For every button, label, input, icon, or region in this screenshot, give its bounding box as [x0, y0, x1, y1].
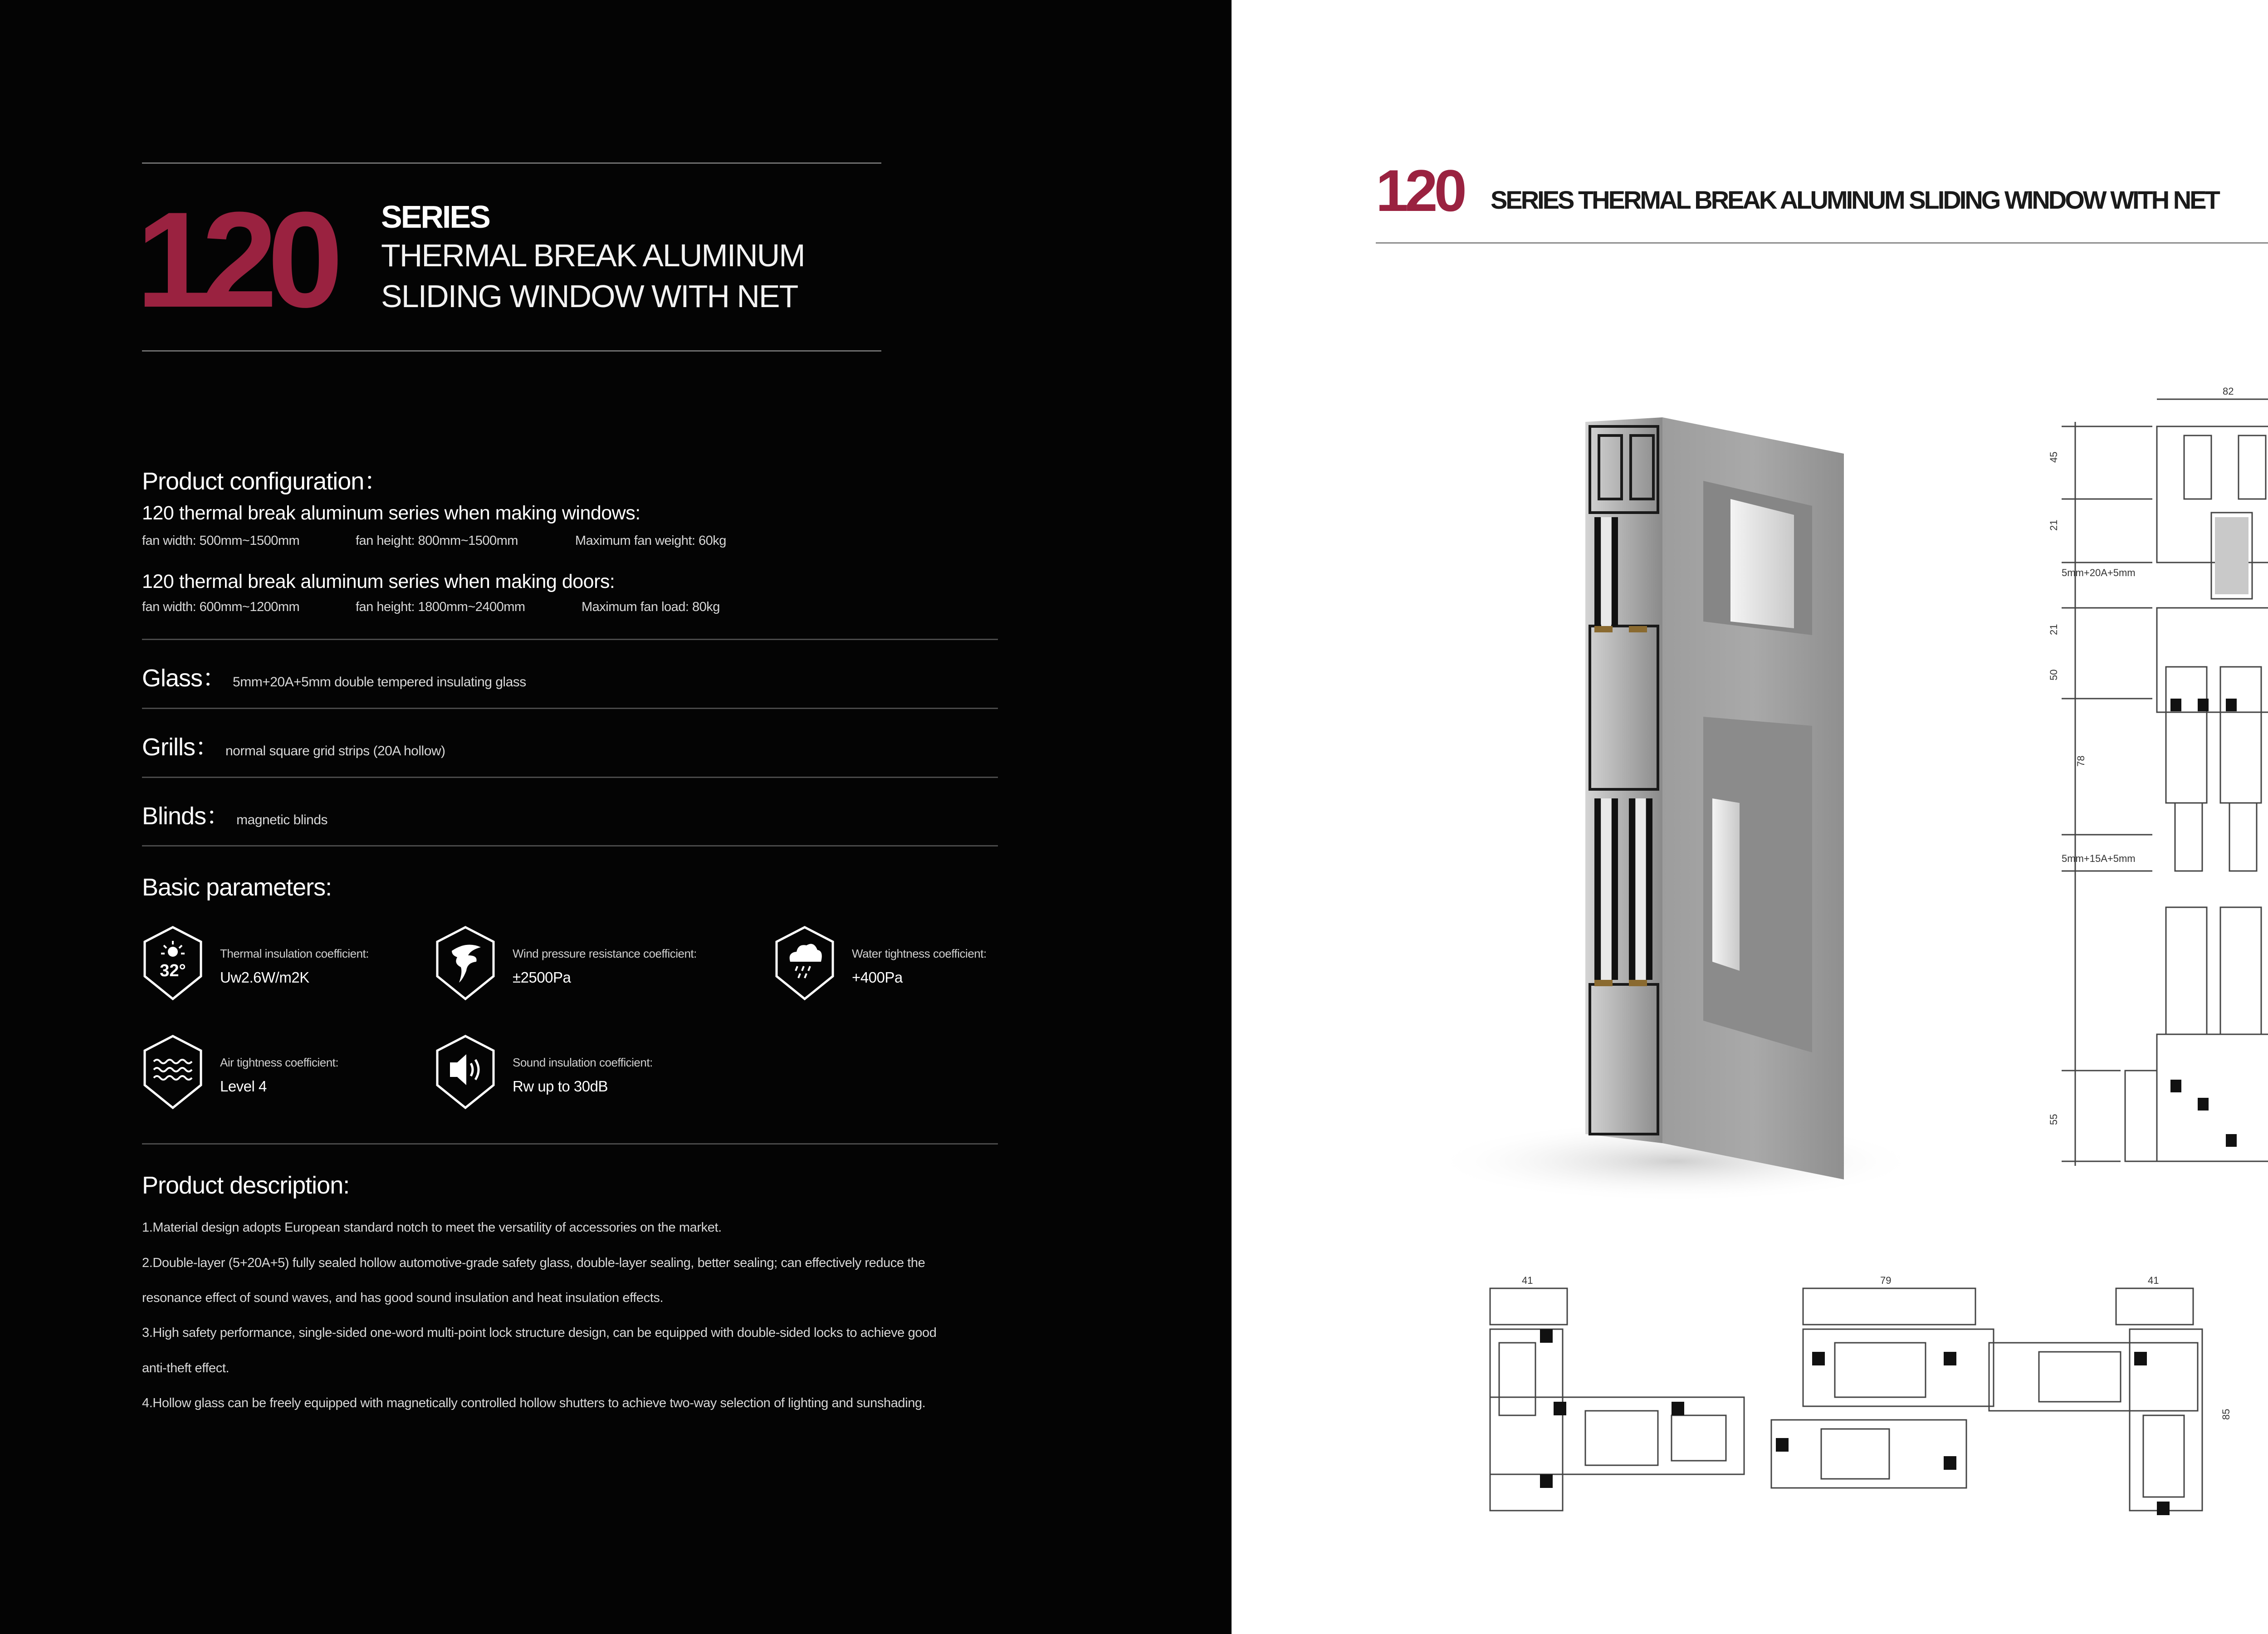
dim-bottom-85: 85 [2220, 1409, 2232, 1420]
blinds-value: magnetic blinds [236, 812, 328, 827]
section-drawing-vertical [2048, 381, 2268, 1179]
glass-label: Glass： [142, 665, 227, 692]
dim-bottom-41-right: 41 [2148, 1275, 2159, 1286]
param-water [774, 925, 987, 1001]
dim-21-mid: 21 [2048, 624, 2059, 635]
param-wind-label: Wind pressure resistance coefficient: [513, 946, 697, 960]
series-label: SERIES [381, 199, 489, 235]
windows-spec-weight: Maximum fan weight: 60kg [575, 533, 726, 548]
divider [142, 845, 998, 846]
divider [142, 1143, 998, 1145]
param-air [142, 1034, 338, 1110]
description-line-2: 2.Double-layer (5+20A+5) fully sealed hollow automotive-grade safety glass, double-layer sealing, better sealing; can effectively reduce the [142, 1256, 925, 1270]
description-line-4: 3.High safety performance, single-sided one-word multi-point lock structure design, can be equipped with double-sided locks to achieve good [142, 1326, 937, 1340]
windows-spec-width: fan width: 500mm~1500mm [142, 533, 300, 548]
param-water-label: Water tightness coefficient: [852, 946, 987, 960]
divider [142, 708, 998, 709]
params-heading: Basic parameters: [142, 874, 332, 901]
series-number: 120 [136, 183, 333, 336]
param-thermal-label: Thermal insulation coefficient: [220, 946, 369, 960]
description-line-1: 1.Material design adopts European standard notch to meet the versatility of accessories on the market. [142, 1220, 722, 1235]
wind-swirl-icon [435, 925, 496, 1001]
param-water-value: +400Pa [852, 969, 903, 986]
param-sound-label: Sound insulation coefficient: [513, 1055, 653, 1069]
dim-45: 45 [2048, 451, 2059, 463]
param-sound-value: Rw up to 30dB [513, 1077, 608, 1095]
subtitle-line-1: THERMAL BREAK ALUMINUM [381, 238, 805, 273]
glass-row [142, 659, 526, 694]
glass-value: 5mm+20A+5mm double tempered insulating glass [233, 675, 526, 690]
dim-82: 82 [2223, 386, 2234, 397]
section-drawing-horizontal [1476, 1266, 2268, 1520]
param-sound [435, 1034, 653, 1110]
param-wind-value: ±2500Pa [513, 969, 571, 986]
description-line-6: 4.Hollow glass can be freely equipped with magnetically controlled hollow shutters to achieve two-way selection of lighting and sunshading. [142, 1396, 926, 1410]
param-air-value: Level 4 [220, 1077, 267, 1095]
param-wind [435, 925, 697, 1001]
divider [142, 777, 998, 778]
subtitle-line-2: SLIDING WINDOW WITH NET [381, 279, 798, 314]
dim-bottom-41-left: 41 [1522, 1275, 1533, 1286]
windows-spec-height: fan height: 800mm~1500mm [356, 533, 518, 548]
description-line-5: anti-theft effect. [142, 1361, 230, 1375]
thermometer-sun-icon [142, 925, 204, 1001]
dim-78: 78 [2075, 755, 2087, 767]
title-top-rule [142, 162, 881, 164]
dim-glass-1: 5mm+20A+5mm [2062, 567, 2136, 578]
right-page [1232, 0, 2268, 1634]
param-air-label: Air tightness coefficient: [220, 1055, 339, 1069]
doors-spec-load: Maximum fan load: 80kg [582, 600, 720, 614]
doors-heading: 120 thermal break aluminum series when making doors: [142, 571, 615, 592]
title-bottom-rule [142, 350, 881, 352]
air-waves-icon [142, 1034, 204, 1110]
header-number: 120 [1376, 157, 1463, 224]
header-title: SERIES THERMAL BREAK ALUMINUM SLIDING WINDOW WITH NET [1491, 186, 2219, 214]
temp-badge: 32° [160, 961, 186, 980]
dim-glass-2: 5mm+15A+5mm [2062, 853, 2136, 864]
param-thermal-value: Uw2.6W/m2K [220, 969, 309, 986]
doors-spec-height: fan height: 1800mm~2400mm [356, 600, 525, 614]
grills-label: Grills： [142, 734, 219, 761]
description-heading: Product description: [142, 1172, 350, 1199]
dim-21-top: 21 [2048, 519, 2059, 531]
grills-row [142, 728, 445, 763]
description-line-3: resonance effect of sound waves, and has good sound insulation and heat insulation effects. [142, 1291, 664, 1305]
dim-bottom-79: 79 [1880, 1275, 1892, 1286]
blinds-row [142, 797, 327, 832]
grills-value: normal square grid strips (20A hollow) [225, 744, 445, 758]
dim-55: 55 [2048, 1114, 2059, 1125]
blinds-label: Blinds： [142, 802, 230, 830]
dim-50: 50 [2048, 669, 2059, 680]
rain-cloud-icon [774, 925, 836, 1001]
doors-spec-width: fan width: 600mm~1200mm [142, 600, 300, 614]
config-heading: Product configuration： [142, 468, 388, 495]
windows-heading: 120 thermal break aluminum series when making windows: [142, 502, 640, 524]
param-thermal [142, 925, 369, 1001]
divider [142, 639, 998, 640]
speaker-icon [435, 1034, 496, 1110]
